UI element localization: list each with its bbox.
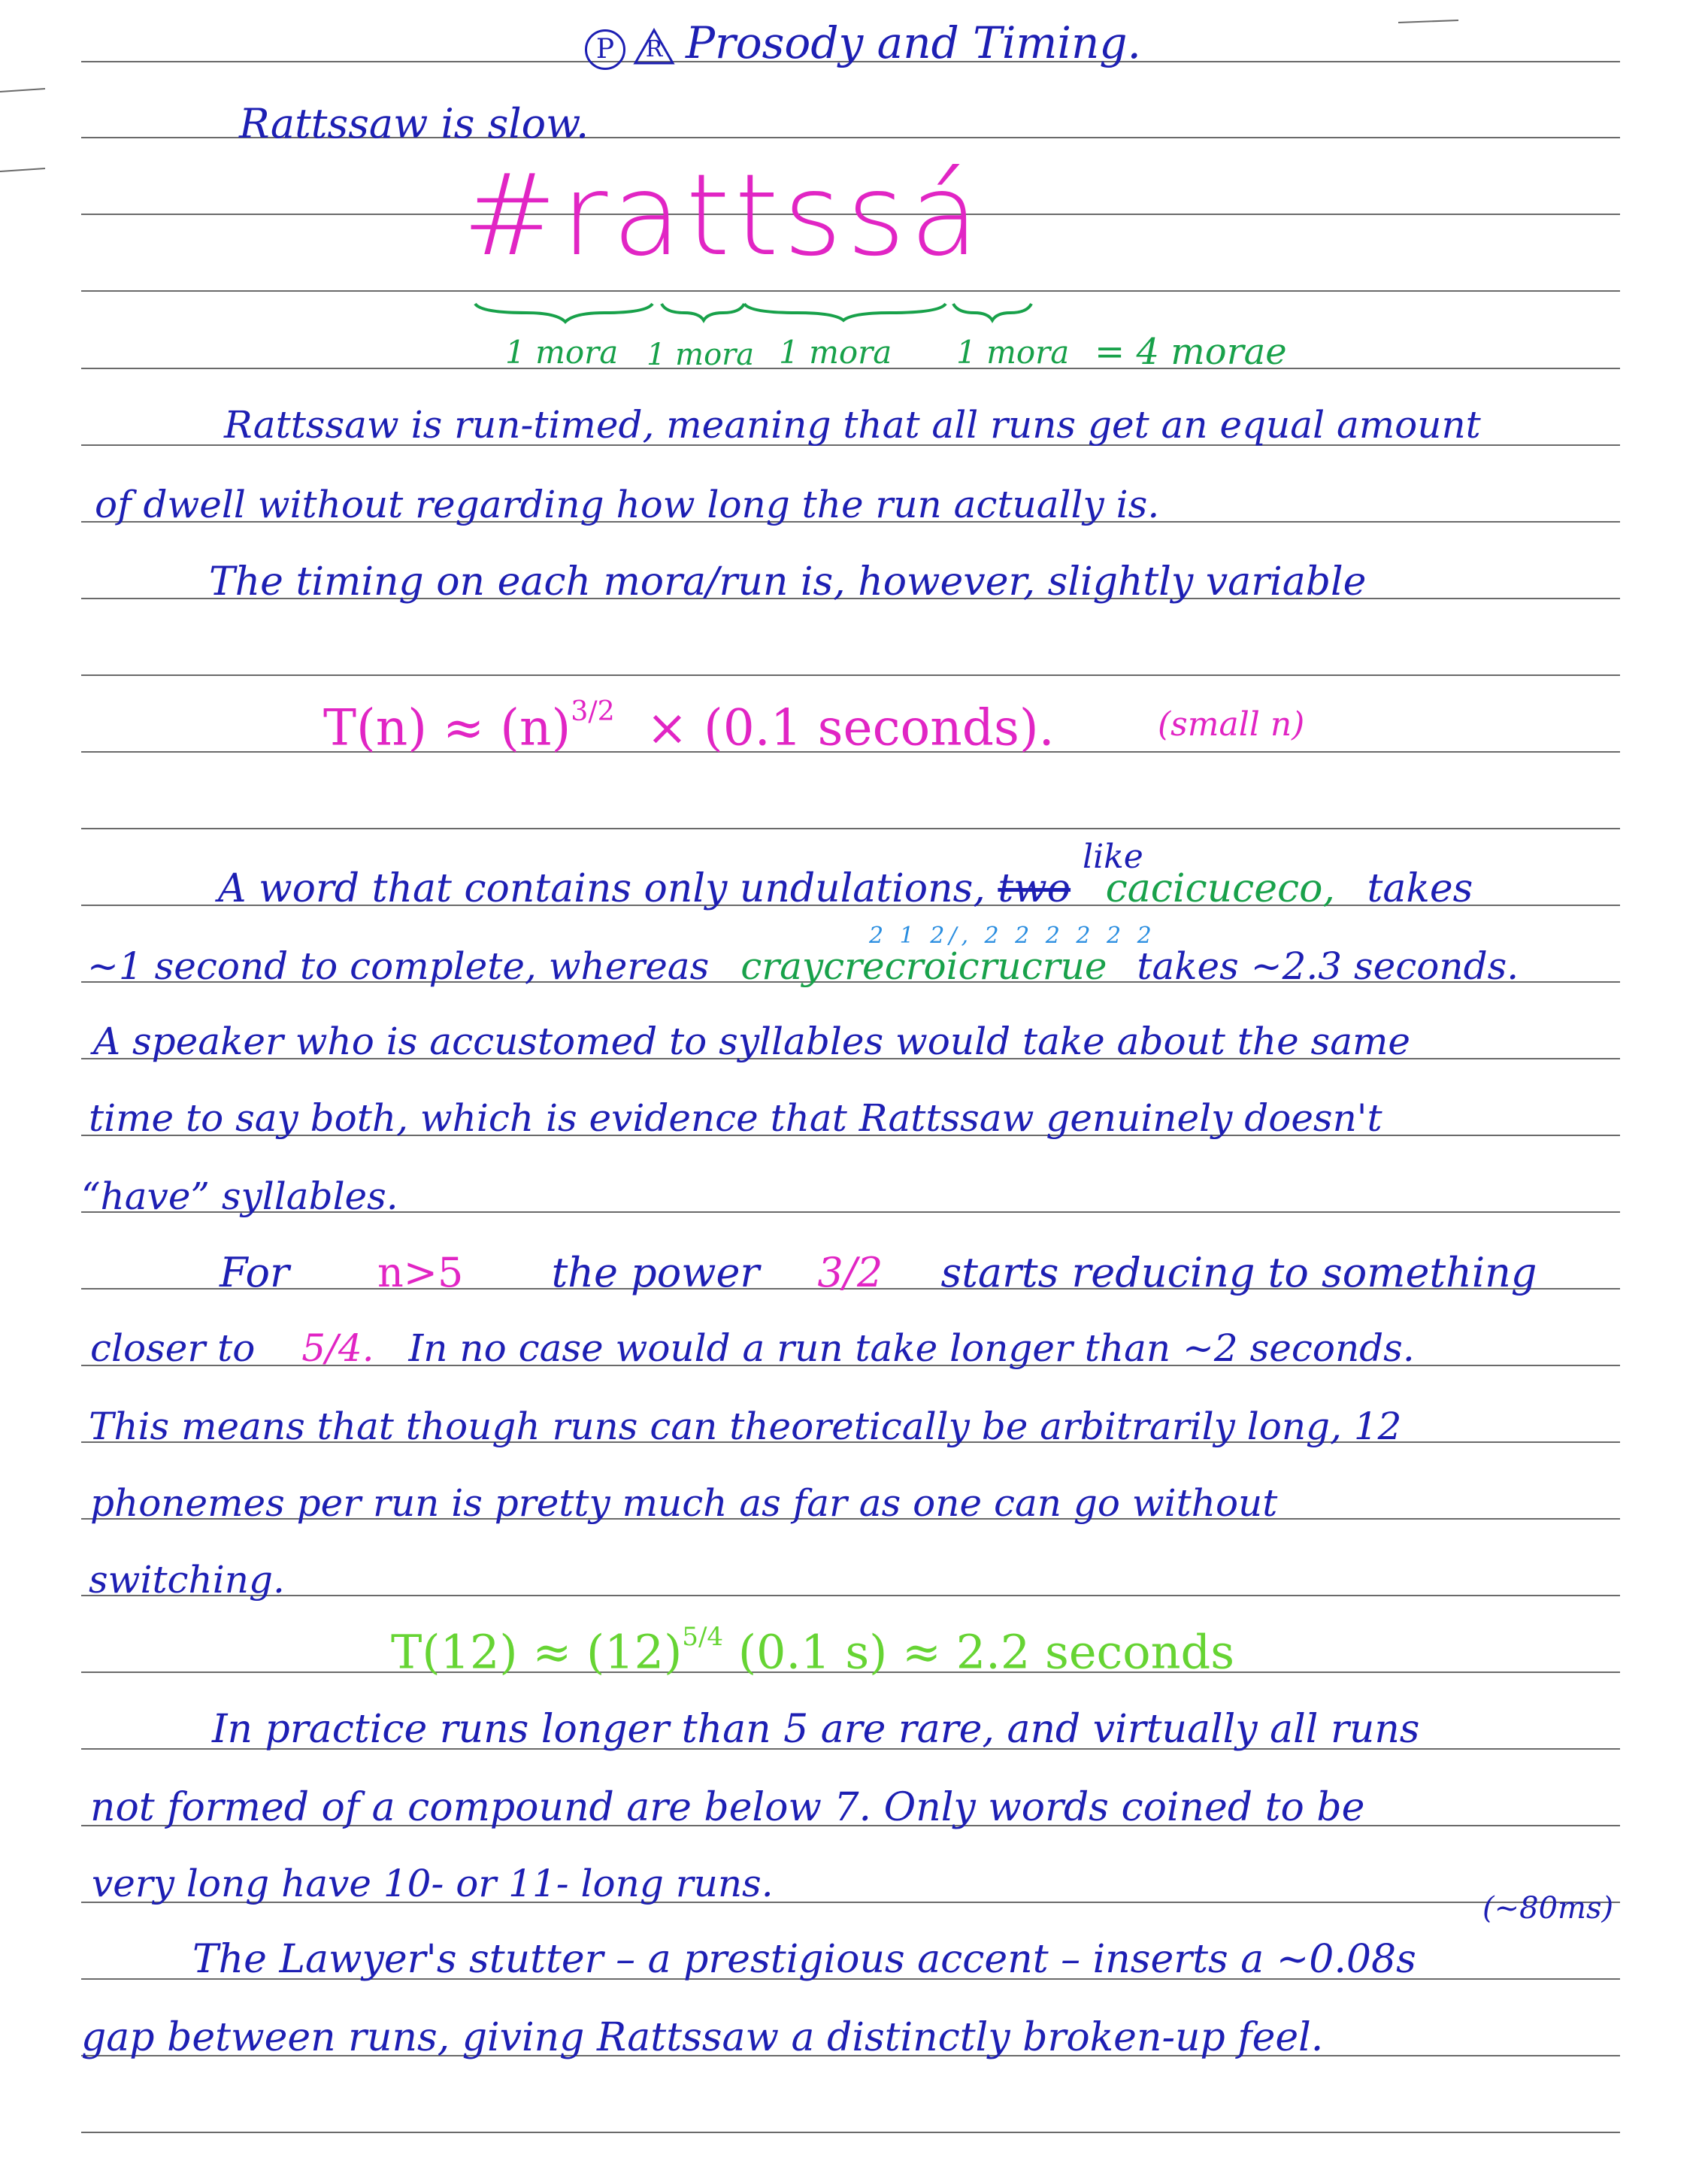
para3-line2-start: closer to xyxy=(90,1326,256,1370)
example-word-1: cacicuceco, xyxy=(1105,866,1335,911)
para1-line1: Rattssaw is run-timed, meaning that all runs get an equal amount xyxy=(224,403,1481,447)
para1-line2: of dwell without regarding how long the run actually is. xyxy=(95,483,1160,526)
para3-line1-mid: the power xyxy=(551,1249,760,1296)
mora-count-digits: 2 1 2/, 2 2 2 2 2 2 xyxy=(869,923,1156,949)
mora-label-2: 1 mora xyxy=(647,338,755,372)
para2-line1-end: takes xyxy=(1367,866,1473,911)
para2-line3: A speaker who is accustomed to syllables would take about the same xyxy=(93,1020,1411,1063)
para1-line3: The timing on each mora/run is, however, slightly variable xyxy=(209,559,1367,605)
struck-word: two xyxy=(998,866,1071,911)
intro-line: Rattssaw is slow. xyxy=(239,100,589,147)
example-formula xyxy=(391,1622,1235,1680)
para3-line4: phonemes per run is pretty much as far as one can go without xyxy=(90,1481,1278,1525)
like-annotation: like xyxy=(1083,838,1143,876)
para2-line1-start: A word that contains only undulations, xyxy=(218,866,986,911)
power-five-quarters: 5/4. xyxy=(301,1326,374,1370)
page-title xyxy=(585,17,1141,70)
power-three-halves: 3/2 xyxy=(817,1249,883,1296)
para2-line5: “have” syllables. xyxy=(81,1174,398,1218)
para2-line2-start: ~1 second to complete, whereas xyxy=(87,944,710,988)
para4-line1: In practice runs longer than 5 are rare, and virtually all runs xyxy=(212,1707,1420,1752)
formula2-tail: (0.1 s) ≈ 2.2 seconds xyxy=(737,1624,1235,1680)
triangle-r-mark: R xyxy=(633,28,675,65)
para3-line2 xyxy=(90,1326,1415,1370)
mora-total: = 4 morae xyxy=(1095,331,1287,373)
mora-label-1: 1 mora xyxy=(505,334,619,371)
para2-line2-end: takes ~2.3 seconds. xyxy=(1137,944,1519,988)
para3-line1 xyxy=(220,1249,1537,1296)
para3-line2-end: In no case would a run take longer than ~2 seconds. xyxy=(408,1326,1415,1370)
para3-line3: This means that though runs can theoretically be arbitrarily long, 12 xyxy=(89,1405,1402,1448)
mora-label-3: 1 mora xyxy=(779,334,892,371)
formula2-exponent: 5/4 xyxy=(682,1622,724,1652)
mora-label-4: 1 mora xyxy=(956,334,1070,371)
n-greater-5: n>5 xyxy=(377,1249,464,1296)
para5-line2: gap between runs, giving Rattssaw a distinctly broken-up feel. xyxy=(81,2015,1324,2060)
para5-line1: The Lawyer's stutter – a prestigious accent – inserts a ~0.08s xyxy=(192,1937,1416,1982)
formula1-tail: × (0.1 seconds). xyxy=(646,699,1055,757)
title-text: Prosody and Timing. xyxy=(686,17,1141,68)
formula2-main: T(12) ≈ (12) xyxy=(391,1624,683,1680)
ms-annotation: (~80ms) xyxy=(1482,1891,1614,1926)
para2-line1 xyxy=(218,866,1473,911)
circle-p-mark: P xyxy=(585,29,625,70)
formula1-main: T(n) ≈ (n) xyxy=(323,699,571,757)
formula1-note: (small n) xyxy=(1158,705,1305,744)
example-word-2: craycrecroicrucrue xyxy=(740,944,1107,988)
para3-line5: switching. xyxy=(89,1558,285,1602)
para3-line1-start: For xyxy=(220,1249,289,1296)
para4-line2: not formed of a compound are below 7. Only words coined to be xyxy=(90,1785,1365,1830)
script-word: #rattssá xyxy=(462,150,984,281)
para3-line1-end: starts reducing to something xyxy=(940,1249,1537,1296)
mora-braces xyxy=(0,295,1708,340)
para2-line2 xyxy=(87,944,1519,988)
para2-line4: time to say both, which is evidence that Rattssaw genuinely doesn't xyxy=(89,1096,1382,1140)
formula1-exponent: 3/2 xyxy=(571,695,615,727)
para4-line3: very long have 10- or 11- long runs. xyxy=(92,1862,774,1905)
timing-formula xyxy=(323,695,1055,757)
